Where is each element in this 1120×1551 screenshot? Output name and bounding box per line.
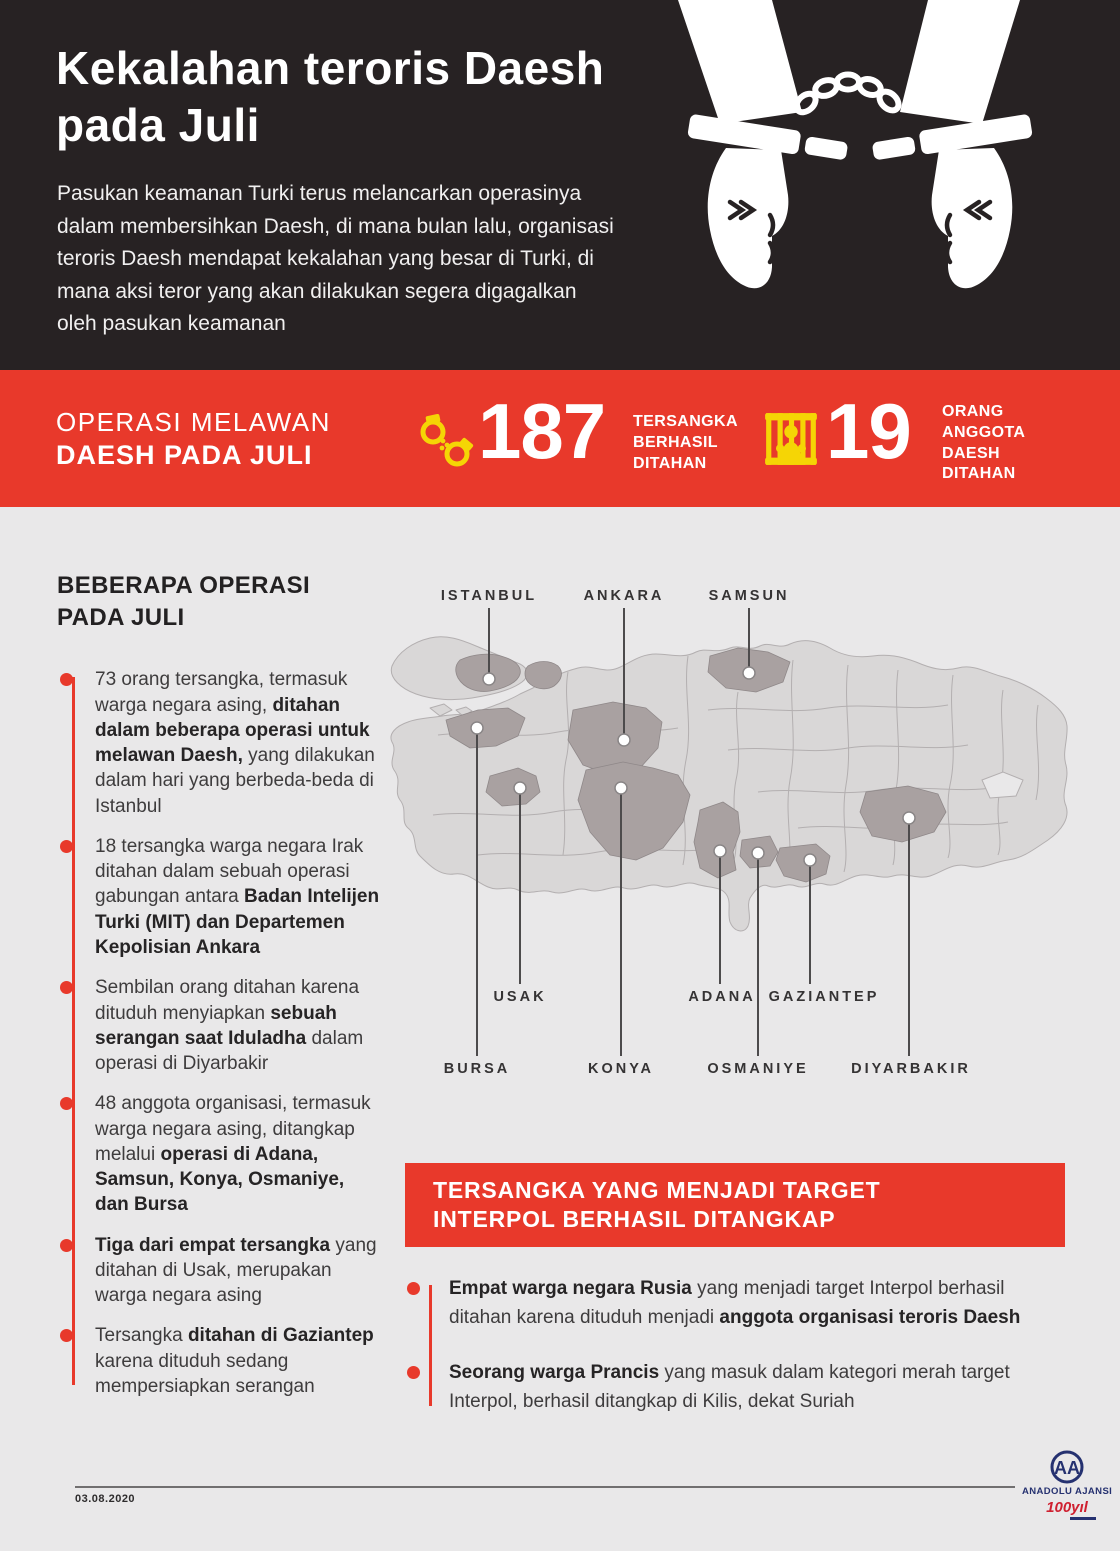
page-title [56,40,716,154]
stat-value-suspects: 187 [478,387,606,475]
bullet-text: Seorang warga Prancis yang masuk dalam kategori merah target Interpol, berhasil ditangkap di Kilis, dekat Suriah [449,1362,1010,1412]
svg-text:AA: AA [1054,1458,1080,1478]
bullet-item [95,1233,380,1309]
marker-konya [615,782,627,794]
bullet-text: 18 tersangka warga negara Irak ditahan dalam sebuah operasi gabungan antara Badan Intelijen Turki (MIT) dan Departemen Kepolisian Ankara [95,835,380,958]
bullet-dot-icon [60,840,73,853]
marker-samsun [743,667,755,679]
map-label-osmaniye: OSMANIYE [707,1061,809,1077]
handcuffs-icon [418,412,474,470]
map-island [430,704,452,716]
interpol-heading-line2: INTERPOL BERHASIL DITANGKAP [433,1206,836,1233]
right-fist [932,148,1013,288]
stat-label-suspects: TERSANGKA BERHASIL DITAHAN [633,413,738,472]
bullet-dot-icon [60,1097,73,1110]
left-fist [708,148,789,288]
marker-usak [514,782,526,794]
bullet-item [95,834,380,960]
page-description: Pasukan keamanan Turki terus melancarkan operasinya dalam membersihkan Daesh, di mana bulan lalu, organisasi teroris Daesh mendapat kekalahan yang besar di Turki, di mana aksi teror yang akan dilakukan segera digagalkan oleh pasukan keamanan [57,182,614,336]
marker-istanbul [483,673,495,685]
stat-label-daesh-members: ORANG ANGGOTA DAESH DITAHAN [942,403,1025,483]
agency-logo [1022,1448,1112,1520]
interpol-heading-line1: TERSANGKA YANG MENJADI TARGET [433,1177,881,1203]
page-title-line1: Kekalahan teroris Daesh [56,42,605,94]
marker-gaziantep [804,854,816,866]
bullet-dot-icon [60,673,73,686]
marker-osmaniye [752,847,764,859]
operations-heading: BEBERAPA OPERASI PADA JULI [57,572,311,631]
interpol-banner [405,1163,1065,1247]
map-label-samsun: SAMSUN [708,588,790,604]
map-label-diyarbakir: DIYARBAKIR [851,1061,971,1077]
stats-banner-title-line1: OPERASI MELAWAN [56,407,331,437]
bullet-item [449,1359,1045,1416]
chain-icon [793,75,902,116]
jail-icon [762,410,820,468]
handcuffed-hands-illustration [640,0,1080,345]
aa-monogram-icon [1045,1448,1089,1486]
bullet-dot-icon [60,1329,73,1342]
bullet-text: Empat warga negara Rusia yang menjadi target Interpol berhasil ditahan karena dituduh menjadi anggota organisasi teroris Daesh [449,1278,1021,1328]
operations-bullet-list [57,667,380,1399]
bullet-text: Sembilan orang ditahan karena dituduh menyiapkan sebuah serangan saat Iduladha dalam operasi di Diyarbakir [95,977,364,1075]
bullet-item [95,1091,380,1217]
agency-name: ANADOLU AJANSI [1022,1486,1113,1497]
interpol-bullet-list [405,1275,1045,1416]
logo-fine-print-bar [1070,1517,1096,1520]
operations-section [57,570,380,1414]
bullet-text: 48 anggota organisasi, termasuk warga negara asing, ditangkap melalui operasi di Adana, Samsun, Konya, Osmaniye, dan Bursa [95,1093,371,1216]
map-label-ankara: ANKARA [583,588,665,604]
province-adana [694,802,740,878]
turkey-map [378,560,1090,1100]
map-label-usak: USAK [493,989,547,1005]
footer-date: 03.08.2020 [75,1493,136,1505]
bullet-dot-icon [60,981,73,994]
bullet-item [95,667,380,819]
marker-ankara [618,734,630,746]
footer-divider [75,1486,1015,1488]
bullet-item [95,1323,380,1399]
page-title-line2: pada Juli [56,99,260,152]
bullet-dot-icon [60,1239,73,1252]
marker-adana [714,845,726,857]
stat-value-daesh-members: 19 [826,387,911,475]
province-istanbul-asia [525,662,561,689]
bullet-text: Tiga dari empat tersangka yang ditahan di Usak, merupakan warga negara asing [95,1234,377,1307]
bullet-dot-icon [407,1282,420,1295]
map-label-bursa: BURSA [443,1061,511,1077]
stats-banner [0,370,1120,507]
marker-diyarbakir [903,812,915,824]
bullet-item [449,1275,1045,1332]
stats-banner-title [56,406,331,472]
right-sleeve [900,0,1020,124]
map-label-adana: ADANA [688,989,756,1005]
stats-banner-title-line2: DAESH PADA JULI [56,439,313,470]
header-section [0,0,1120,370]
interpol-section [405,1275,1045,1443]
bullet-item [95,975,380,1076]
bullet-text: Tersangka ditahan di Gaziantep karena dituduh sedang mempersiapkan serangan [95,1325,374,1397]
left-sleeve [678,0,802,124]
centennial-logo: 100yıl [1046,1499,1088,1516]
bullet-text: 73 orang tersangka, termasuk warga negara asing, ditahan dalam beberapa operasi untuk melawan Daesh, yang dilakukan dalam hari yang berbeda-beda di Istanbul [95,669,375,817]
map-label-konya: KONYA [587,1061,655,1077]
bullet-dot-icon [407,1366,420,1379]
marker-bursa [471,722,483,734]
map-label-istanbul: ISTANBUL [440,588,538,604]
map-label-gaziantep: GAZIANTEP [768,989,880,1005]
